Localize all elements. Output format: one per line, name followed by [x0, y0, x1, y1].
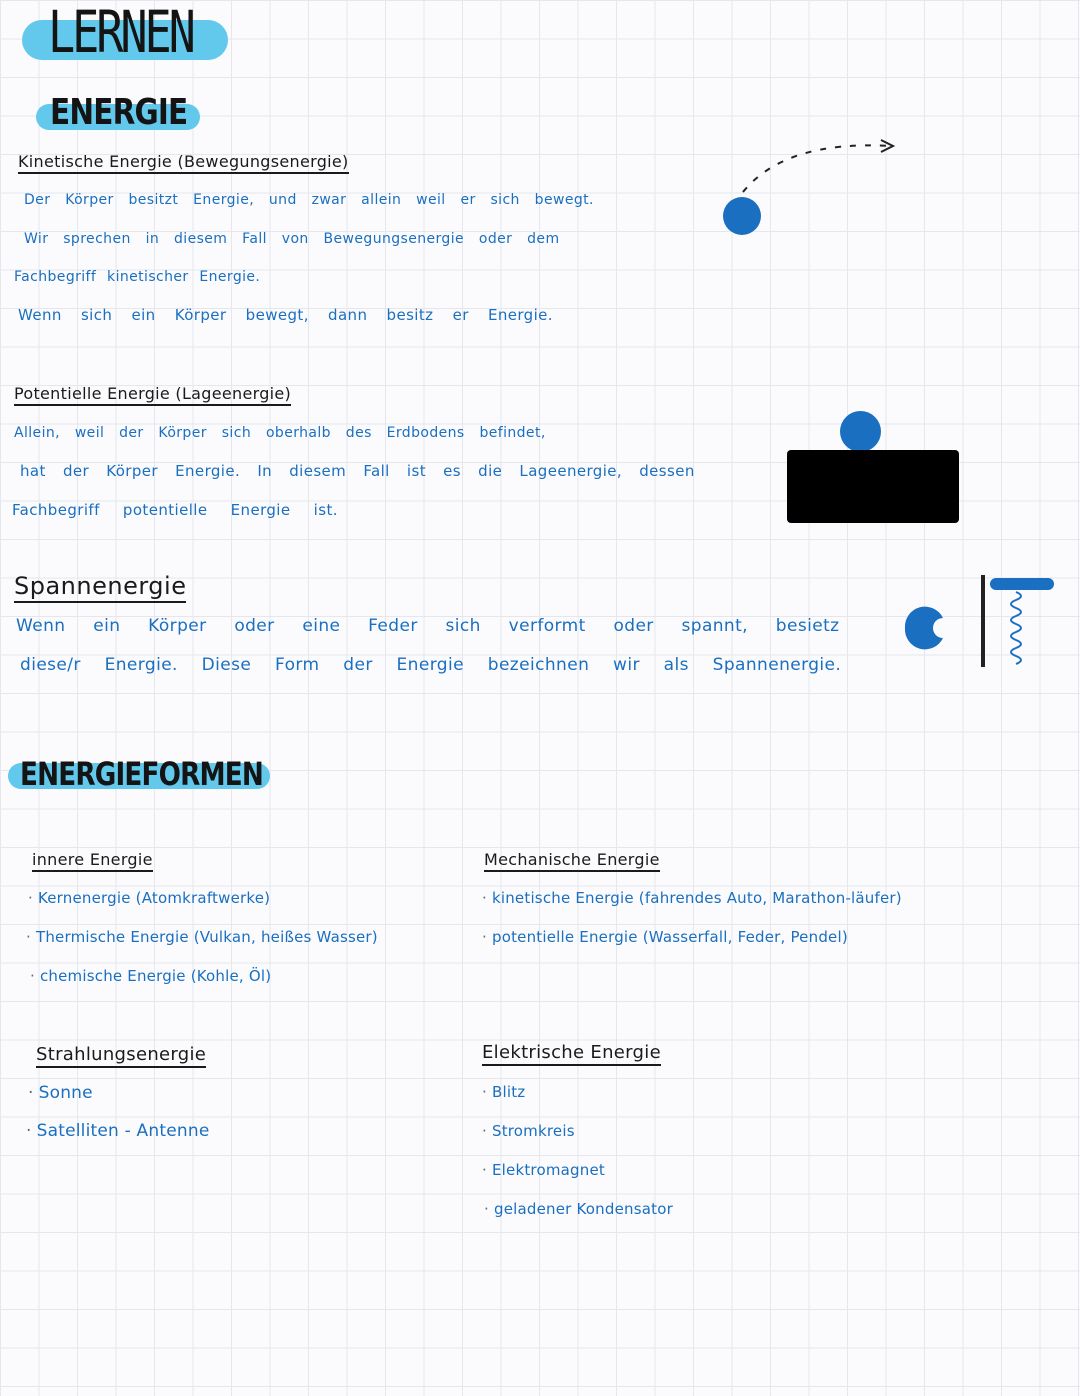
potential-line-3: Fachbegriff potentielle Energie ist.	[12, 501, 338, 519]
section-title-formen: ENERGIEFORMEN	[20, 755, 264, 793]
elektrisch-heading: Elektrische Energie	[482, 1042, 661, 1066]
elektrisch-item-1: · Blitz	[482, 1083, 526, 1101]
kinetic-line-3: Fachbegriff kinetischer Energie.	[14, 269, 261, 285]
tension-line-1: Wenn ein Körper oder eine Feder sich verformt oder spannt, besietz	[16, 616, 840, 636]
page-title: LERNEN	[48, 0, 193, 66]
innere-item-2: · Thermische Energie (Vulkan, heißes Wasser)	[26, 928, 378, 946]
elektrisch-item-3: · Elektromagnet	[482, 1161, 605, 1179]
ball-on-block-icon	[840, 411, 881, 452]
block-icon	[787, 450, 959, 523]
potential-line-2: hat der Körper Energie. In diesem Fall ist es die Lageenergie, dessen	[20, 462, 695, 480]
kinetic-line-1: Der Körper besitzt Energie, und zwar allein weil er sich bewegt.	[24, 192, 594, 208]
kinetic-line-2: Wir sprechen in diesem Fall von Bewegungsenergie oder dem	[24, 231, 560, 247]
mechanisch-item-2: · potentielle Energie (Wasserfall, Feder, Pendel)	[482, 928, 848, 946]
section-title-energie: ENERGIE	[50, 92, 188, 133]
mechanisch-heading: Mechanische Energie	[484, 850, 660, 872]
strahlung-item-1: · Sonne	[28, 1083, 93, 1103]
innere-heading: innere Energie	[32, 850, 153, 872]
kinetic-heading: Kinetische Energie (Bewegungsenergie)	[18, 152, 349, 174]
moving-ball-illustration	[715, 130, 915, 240]
mechanisch-item-1: · kinetische Energie (fahrendes Auto, Marathon-läufer)	[482, 889, 902, 907]
potential-heading: Potentielle Energie (Lageenergie)	[14, 384, 291, 406]
tension-heading: Spannenergie	[14, 572, 186, 603]
potential-line-1: Allein, weil der Körper sich oberhalb des Erdbodens befindet,	[14, 425, 546, 441]
kinetic-line-4: Wenn sich ein Körper bewegt, dann besitz er Energie.	[18, 306, 553, 324]
elektrisch-item-2: · Stromkreis	[482, 1122, 575, 1140]
elektrisch-item-4: · geladener Kondensator	[484, 1200, 673, 1218]
strahlung-item-2: · Satelliten - Antenne	[26, 1121, 210, 1141]
tension-line-2: diese/r Energie. Diese Form der Energie bezeichnen wir als Spannenergie.	[20, 655, 842, 675]
innere-item-3: · chemische Energie (Kohle, Öl)	[30, 967, 272, 985]
innere-item-1: · Kernenergie (Atomkraftwerke)	[28, 889, 271, 907]
strahlung-heading: Strahlungsenergie	[36, 1044, 206, 1068]
spring-illustration	[895, 570, 1065, 680]
